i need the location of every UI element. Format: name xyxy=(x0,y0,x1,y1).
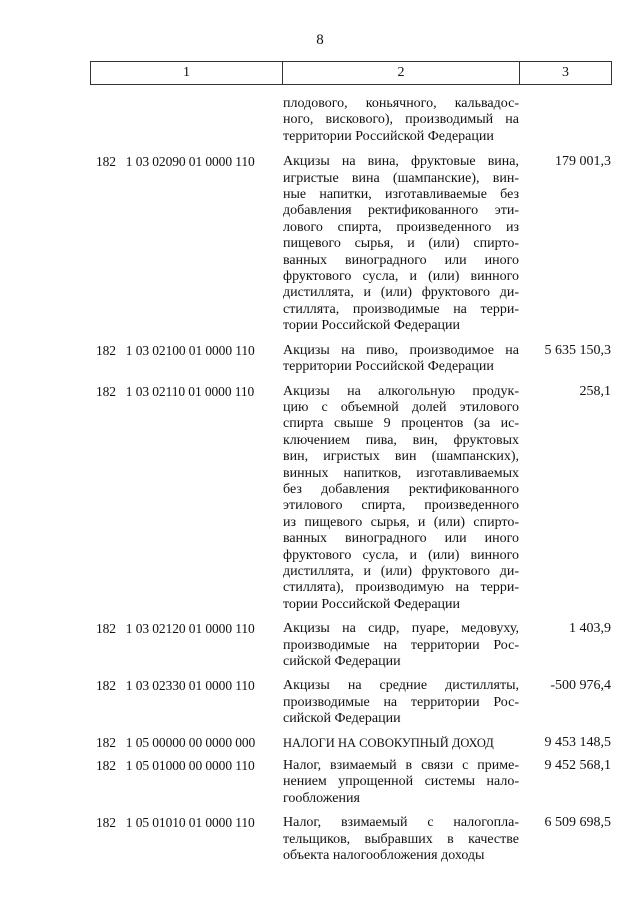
description-line: ные напитки, изготавливаемые без xyxy=(283,187,519,203)
header-col-3: 3 xyxy=(520,62,612,85)
table-row xyxy=(0,678,640,727)
table-row xyxy=(0,384,640,614)
description-line: сийской Федерации xyxy=(283,711,401,727)
description-line: территории Российской Федерации xyxy=(283,128,494,144)
revenue-description xyxy=(283,758,519,807)
description-line: игристые вина (шампанские), вин- xyxy=(283,170,519,186)
description-line: гообложения xyxy=(283,790,360,806)
description-line: этилового спирта, произведенного xyxy=(283,498,519,514)
description-line: Налог, взимаемый в связи с приме- xyxy=(283,758,519,774)
description-line: фруктового сусла, и (или) винного xyxy=(283,547,519,563)
description-line: Акцизы на вина, фруктовые вина, xyxy=(283,154,519,170)
revenue-description xyxy=(283,621,519,670)
description-line: дистиллята, и (или) фруктового ди- xyxy=(283,285,519,301)
table-header xyxy=(90,61,612,85)
header-col-1: 1 xyxy=(91,62,283,85)
amount: 5 635 150,3 xyxy=(544,342,611,358)
table-row xyxy=(0,343,640,376)
amount: 9 452 568,1 xyxy=(544,758,611,774)
description-line: нением упрощенной системы нало- xyxy=(283,774,519,790)
table-row xyxy=(0,758,640,807)
description-line: без добавления ректификованного xyxy=(283,481,519,497)
description-line: тории Российской Федерации xyxy=(283,318,461,334)
description-line: ключением пива, вин, фруктовых xyxy=(283,432,519,448)
description-line: добавления ректификованного эти- xyxy=(283,203,519,219)
table-row xyxy=(0,96,640,145)
table-row xyxy=(0,735,640,751)
revenue-description xyxy=(283,154,519,334)
description-line: пищевого сырья, и (или) спирто- xyxy=(283,236,519,252)
table-row xyxy=(0,154,640,334)
budget-code: 182 1 05 01010 01 0000 110 xyxy=(96,815,255,831)
description-line: Акцизы на пиво, производимое на xyxy=(283,342,519,358)
description-line: тельщиков, выбравших в качестве xyxy=(283,831,519,847)
description-line: тории Российской Федерации xyxy=(283,596,461,612)
page-number: 8 xyxy=(316,32,324,48)
description-line: НАЛОГИ НА СОВОКУПНЫЙ ДОХОД xyxy=(283,735,494,750)
table-row xyxy=(0,815,640,864)
description-line: цию с объемной долей этилового xyxy=(283,399,519,415)
table-body xyxy=(0,88,640,864)
description-line: фруктового сусла, и (или) винного xyxy=(283,269,519,285)
amount: 9 453 148,5 xyxy=(544,734,611,750)
budget-code: 182 1 05 01000 00 0000 110 xyxy=(96,758,255,774)
description-line: территории Российской Федерации xyxy=(283,359,494,375)
amount: 179 001,3 xyxy=(555,154,611,170)
budget-code: 182 1 05 00000 00 0000 000 xyxy=(96,734,256,750)
table-row xyxy=(0,621,640,670)
description-line: объекта налогообложения доходы xyxy=(283,848,485,864)
description-line: дистиллята, и (или) фруктового ди- xyxy=(283,563,519,579)
description-line: Акцизы на сидр, пуаре, медовуху, xyxy=(283,621,519,637)
description-line: ного, вискового), производимый на xyxy=(283,112,519,128)
amount: 1 403,9 xyxy=(569,621,611,637)
description-line: лового спирта, произведенного из xyxy=(283,219,519,235)
amount: 6 509 698,5 xyxy=(544,815,611,831)
description-line: винных напитков, изготавливаемых xyxy=(283,465,519,481)
revenue-description xyxy=(283,343,519,376)
description-line: производимые на территории Рос- xyxy=(283,637,519,653)
description-line: Акцизы на средние дистилляты, xyxy=(283,678,519,694)
description-line: стиллята), производимую на терри- xyxy=(283,580,519,596)
description-line: плодового, коньячного, кальвадос- xyxy=(283,96,519,111)
budget-code: 182 1 03 02330 01 0000 110 xyxy=(96,678,255,694)
revenue-description xyxy=(283,815,519,864)
revenue-description xyxy=(283,678,519,727)
budget-code: 182 1 03 02110 01 0000 110 xyxy=(96,383,255,399)
description-line: из пищевого сырья, и (или) спирто- xyxy=(283,514,519,530)
description-line: ванных виноградного или иного xyxy=(283,531,519,547)
description-line: сийской Федерации xyxy=(283,654,401,669)
description-line: вин, игристых вин (шампанских), xyxy=(283,449,519,465)
amount: -500 976,4 xyxy=(550,678,611,694)
description-line: стиллята, производимые на терри- xyxy=(283,301,519,317)
description-line: производимые на территории Рос- xyxy=(283,694,519,710)
budget-code: 182 1 03 02120 01 0000 110 xyxy=(96,621,255,637)
description-line: спирта свыше 9 процентов (за ис- xyxy=(283,416,519,432)
revenue-description xyxy=(283,96,519,145)
header-col-2: 2 xyxy=(283,62,520,85)
revenue-description xyxy=(283,735,519,751)
amount: 258,1 xyxy=(579,383,611,399)
budget-code: 182 1 03 02100 01 0000 110 xyxy=(96,342,255,358)
budget-code: 182 1 03 02090 01 0000 110 xyxy=(96,154,255,170)
revenue-description xyxy=(283,384,519,614)
description-line: ванных виноградного или иного xyxy=(283,252,519,268)
description-line: Акцизы на алкогольную продук- xyxy=(283,383,519,399)
description-line: Налог, взимаемый с налогопла- xyxy=(283,815,519,831)
